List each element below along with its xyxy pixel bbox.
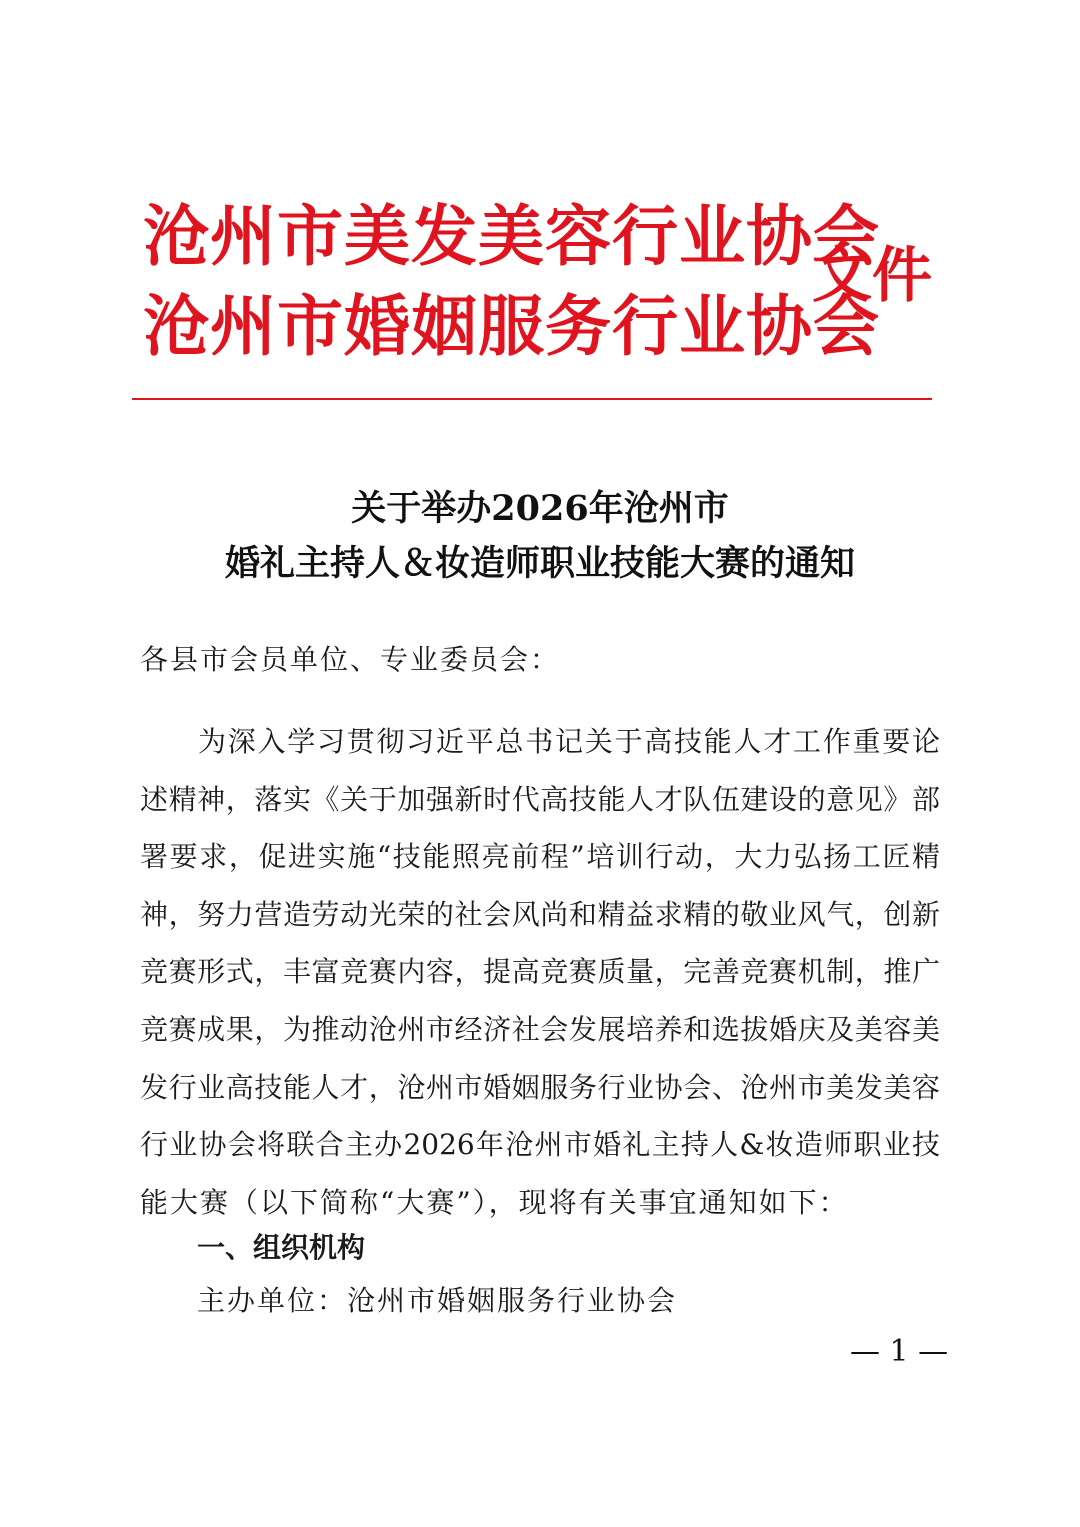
title-line-1: 关于举办2026年沧州市 bbox=[351, 488, 729, 529]
document-label: 文件 bbox=[812, 241, 932, 311]
body-line: 发行业高技能人才，沧州市婚姻服务行业协会、沧州市美发美容 bbox=[140, 1070, 940, 1104]
title-line-2: 婚礼主持人＆妆造师职业技能大赛的通知 bbox=[224, 543, 855, 584]
section-heading-organization: 一、组织机构 bbox=[197, 1231, 366, 1264]
body-line: 神，努力营造劳动光荣的社会风尚和精益求精的敬业风气，创新 bbox=[140, 897, 940, 931]
body-line: 竞赛成果，为推动沧州市经济社会发展培养和选拔婚庆及美容美 bbox=[140, 1012, 940, 1046]
body-line: 行业协会将联合主办2026年沧州市婚礼主持人&妆造师职业技 bbox=[140, 1128, 940, 1162]
body-line: 述精神，落实《关于加强新时代高技能人才队伍建设的意见》部 bbox=[140, 782, 940, 816]
body-line: 署要求，促进实施“技能照亮前程”培训行动，大力弘扬工匠精 bbox=[140, 840, 940, 874]
org-name-beauty-association: 沧州市美发美容行业协会 bbox=[143, 198, 880, 275]
header-divider bbox=[132, 398, 932, 400]
body-line: 为深入学习贯彻习近平总书记关于高技能人才工作重要论 bbox=[198, 725, 940, 758]
host-unit-line: 主办单位：沧州市婚姻服务行业协会 bbox=[197, 1284, 678, 1317]
org-name-marriage-association: 沧州市婚姻服务行业协会 bbox=[143, 288, 880, 365]
salutation: 各县市会员单位、专业委员会： bbox=[140, 643, 561, 676]
body-line: 能大赛（以下简称“大赛”），现将有关事宜通知如下： bbox=[140, 1185, 849, 1219]
body-line: 竞赛形式，丰富竞赛内容，提高竞赛质量，完善竞赛机制，推广 bbox=[140, 955, 940, 989]
page-number: — 1 — bbox=[850, 1334, 949, 1369]
body-paragraph bbox=[140, 713, 940, 1231]
